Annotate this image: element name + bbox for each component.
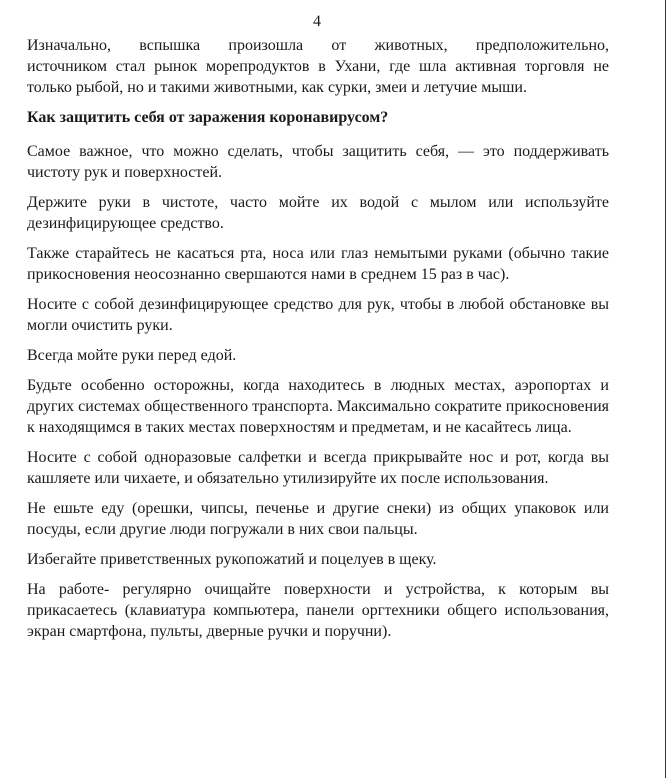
text-line: Держите руки в чистоте, часто мойте их водой с мылом или используйте <box>27 194 609 211</box>
text-line: Как защитить себя от заражения коронавирусом? <box>27 109 389 126</box>
text-line: Избегайте приветственных рукопожатий и поцелуев в щеку. <box>27 551 437 568</box>
text-line: только рыбой, но и такими животными, как сурки, змеи и летучие мыши. <box>27 79 527 96</box>
text-line: Не ешьте еду (орешки, чипсы, печенье и другие снеки) из общих упаковок или <box>27 500 609 517</box>
paragraph <box>27 579 609 642</box>
text-line: чистоту рук и поверхностей. <box>27 164 223 181</box>
text-line: Носите с собой одноразовые салфетки и всегда прикрывайте нос и рот, когда вы <box>27 449 609 466</box>
text-line: Также старайтесь не касаться рта, носа или глаз немытыми руками (обычно такие <box>27 245 609 262</box>
paragraph <box>27 549 609 570</box>
scan-page-edge <box>665 0 666 778</box>
text-line: дезинфицирующее средство. <box>27 215 224 232</box>
text-line: Изначально, вспышка произошла от животных, предположительно, <box>27 37 609 54</box>
text-line: прикасаетесь (клавиатура компьютера, панели оргтехники общего использования, <box>27 602 609 619</box>
text-line: посуды, если другие люди погружали в них свои пальцы. <box>27 521 418 538</box>
paragraph <box>27 294 609 336</box>
paragraph <box>27 35 609 98</box>
document-body <box>27 35 609 651</box>
text-line: Будьте особенно осторожны, когда находитесь в людных местах, аэропортах и <box>27 377 609 394</box>
text-line: кашляете или чихаете, и обязательно утилизируйте их после использования. <box>27 470 549 487</box>
text-line: Носите с собой дезинфицирующее средство для рук, чтобы в любой обстановке вы <box>27 296 609 313</box>
paragraph <box>27 243 609 285</box>
text-line: На работе- регулярно очищайте поверхности и устройства, к которым вы <box>27 581 609 598</box>
text-line: Всегда мойте руки перед едой. <box>27 347 237 364</box>
text-line: Самое важное, что можно сделать, чтобы защитить себя, — это поддерживать <box>27 143 609 160</box>
paragraph <box>27 498 609 540</box>
paragraph <box>27 345 609 366</box>
text-line: прикосновения неосознанно свершаются нами в среднем 15 раз в час). <box>27 266 510 283</box>
paragraph <box>27 447 609 489</box>
text-line: могли очистить руки. <box>27 317 173 334</box>
paragraph <box>27 375 609 438</box>
text-line: к находящимся в таких местах поверхностям и предметам, и не касайтесь лица. <box>27 419 572 436</box>
section-heading <box>27 107 609 128</box>
paragraph <box>27 141 609 183</box>
text-line: экран смартфона, пульты, дверные ручки и поручни). <box>27 623 392 640</box>
page-number: 4 <box>313 13 321 30</box>
paragraph <box>27 192 609 234</box>
text-line: источником стал рынок морепродуктов в Ухани, где шла активная торговля не <box>27 58 609 75</box>
text-line: других системах общественного транспорта. Максимально сократите прикосновения <box>27 398 609 415</box>
